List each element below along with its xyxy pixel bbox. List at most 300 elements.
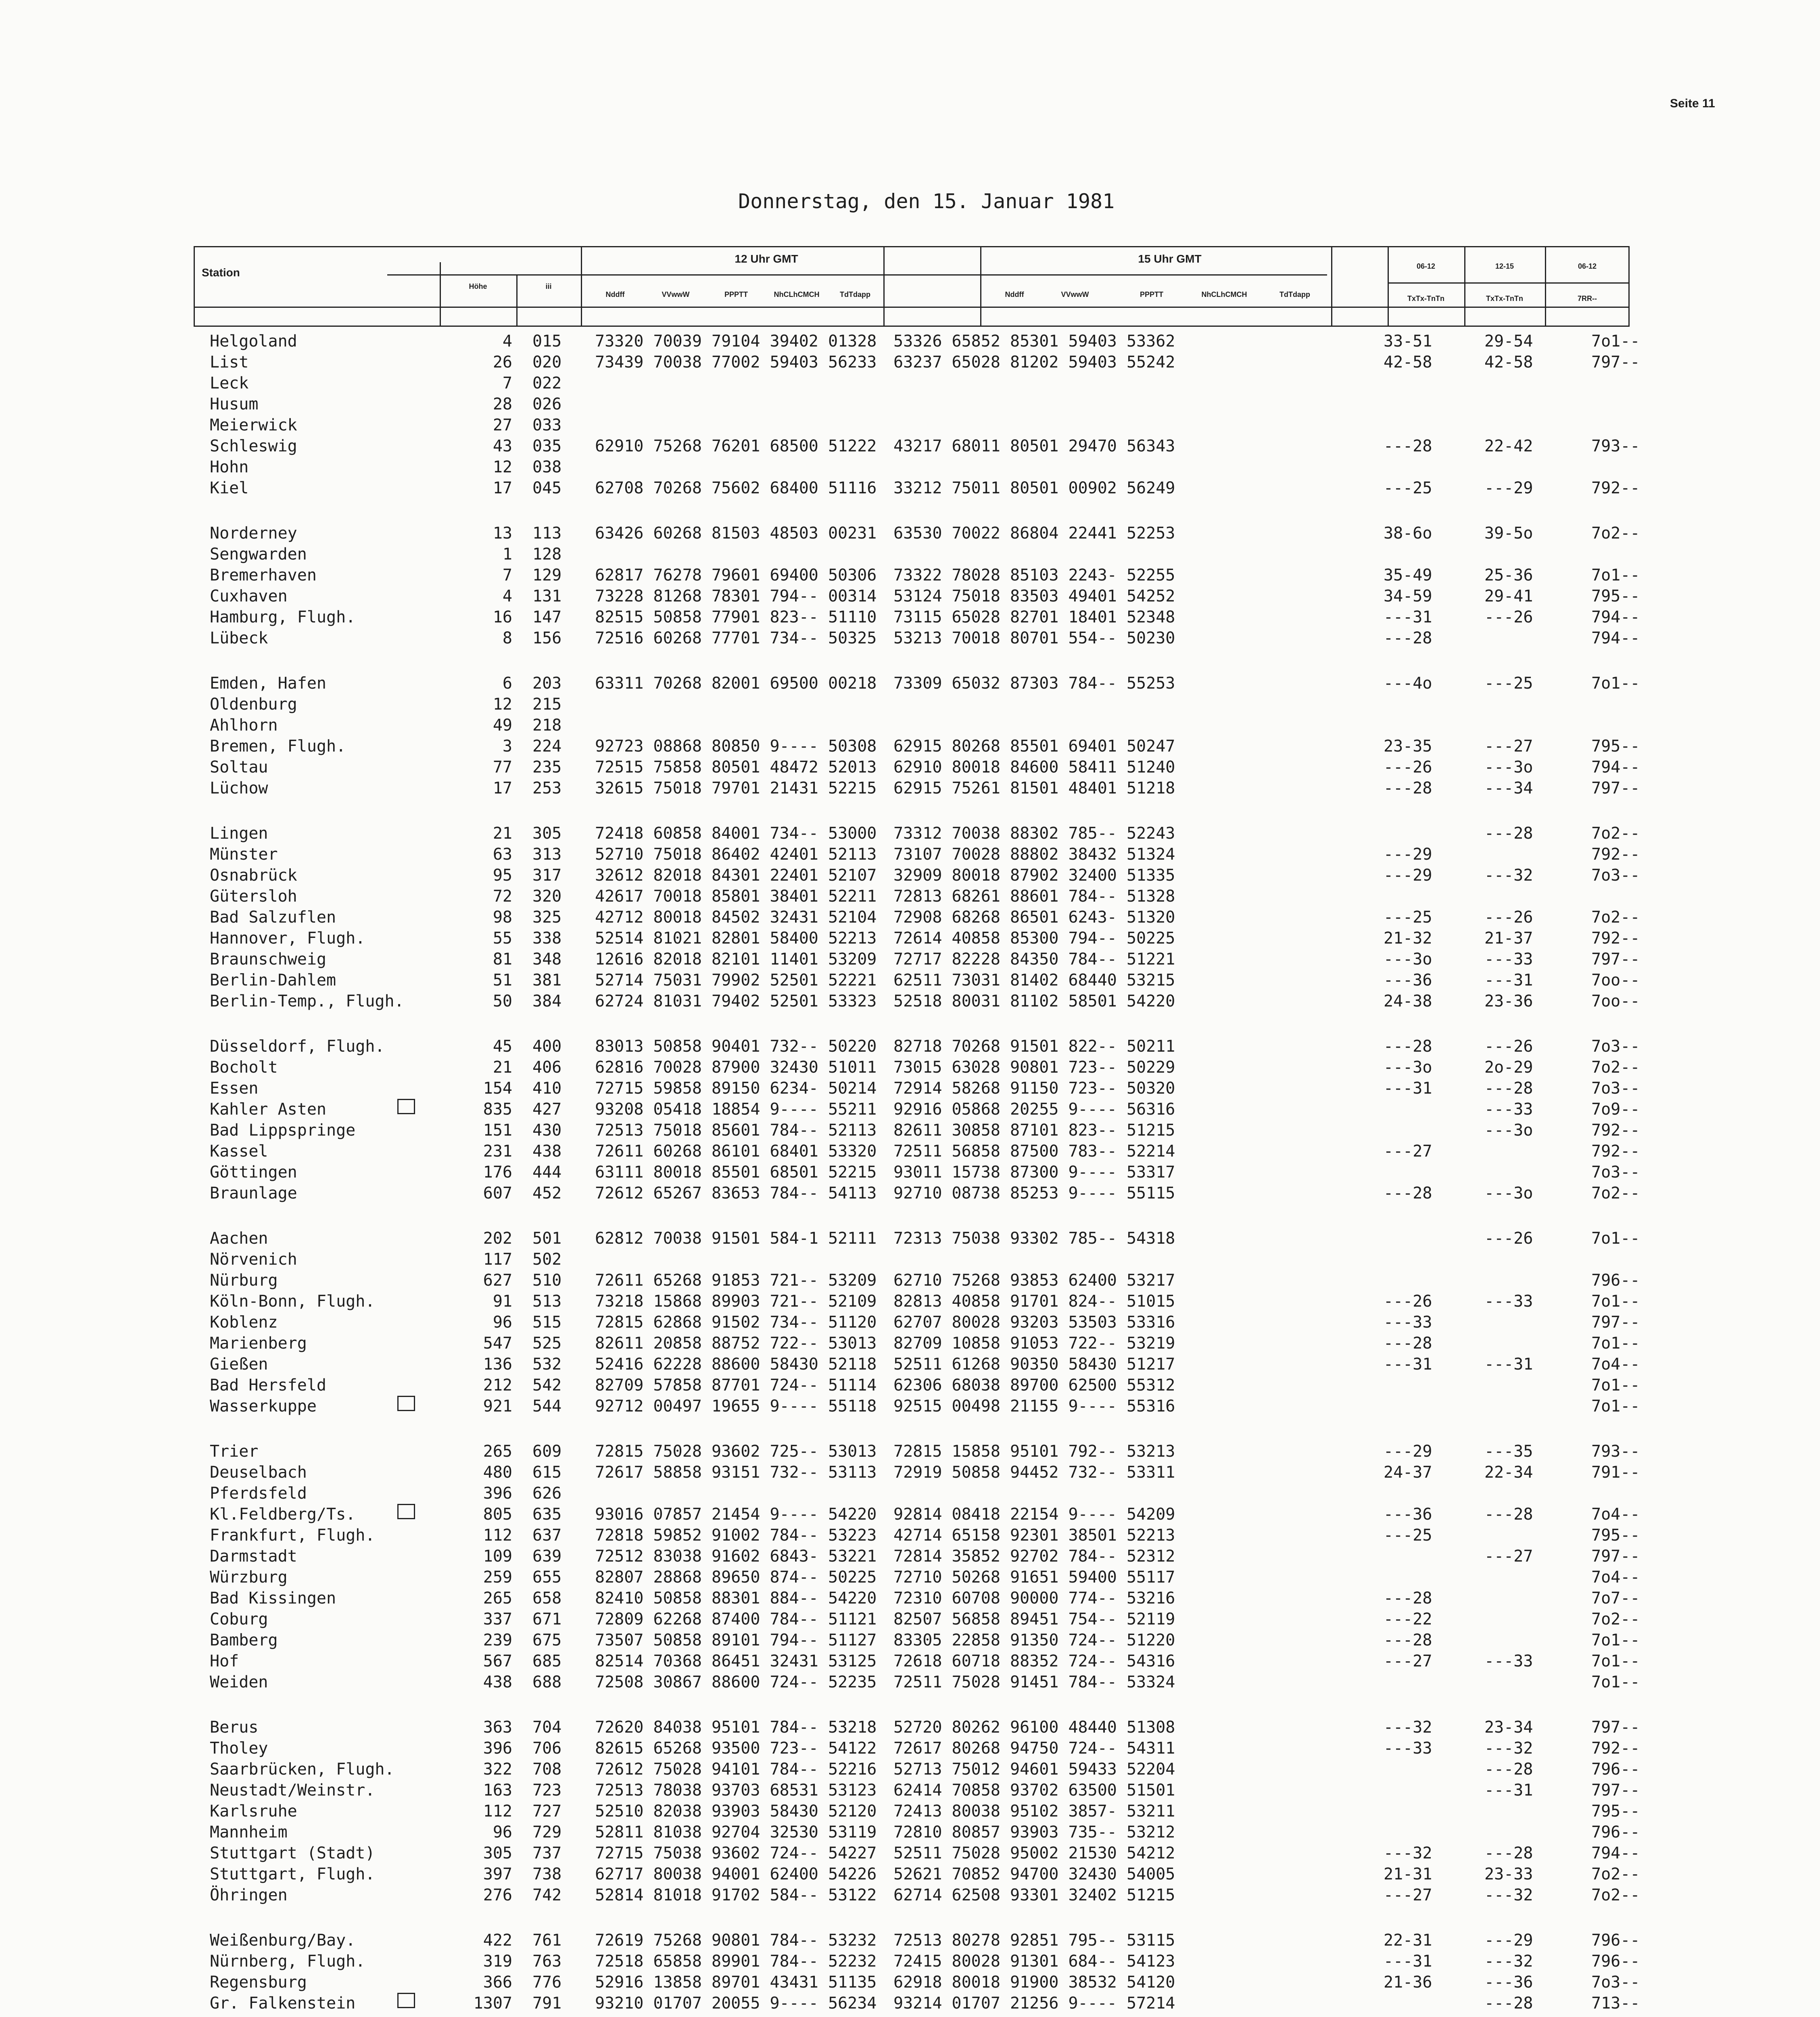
- station-height: 4: [502, 587, 512, 606]
- subheader-15: Nddff: [1005, 290, 1024, 299]
- station-height: 176: [483, 1163, 512, 1182]
- temp-range-06-12: ---29: [1384, 1442, 1432, 1461]
- subheader-15: PPPTT: [1140, 290, 1163, 299]
- obs-12-utc: 52811 81038 92704 32530 53119: [595, 1823, 877, 1842]
- precip-06-12: 7o1--: [1591, 1673, 1640, 1691]
- table-row: [0, 331, 1820, 352]
- temp-range-12-15: ---36: [1484, 1973, 1533, 1992]
- station-height: 363: [483, 1718, 512, 1737]
- station-name: Bad Hersfeld: [210, 1376, 326, 1395]
- obs-12-utc: 82709 57858 87701 724-- 51114: [595, 1376, 877, 1395]
- precip-06-12: 792--: [1591, 1142, 1640, 1161]
- temp-range-06-12: ---4o: [1384, 674, 1432, 693]
- table-row: [0, 565, 1820, 586]
- temp-range-12-15: 21-37: [1484, 929, 1533, 948]
- temp-range-12-15: 23-36: [1484, 992, 1533, 1011]
- header-iii: iii: [545, 282, 552, 290]
- station-height: 366: [483, 1973, 512, 1992]
- table-row: [0, 1099, 1820, 1120]
- station-index: 253: [532, 779, 562, 798]
- station-index: 218: [532, 716, 562, 735]
- precip-06-12: 792--: [1591, 1739, 1640, 1758]
- table-row: [0, 1972, 1820, 1993]
- temp-range-06-12: ---25: [1384, 908, 1432, 927]
- obs-12-utc: 72515 75858 80501 48472 52013: [595, 758, 877, 777]
- station-height: 27: [493, 416, 512, 434]
- table-row: [0, 586, 1820, 607]
- subheader-12: Nddff: [605, 290, 625, 299]
- table-row: [0, 778, 1820, 799]
- station-name: Trier: [210, 1442, 259, 1461]
- obs-12-utc: 93208 05418 18854 9---- 55211: [595, 1100, 877, 1119]
- station-name: Hannover, Flugh.: [210, 929, 365, 948]
- station-name: Gütersloh: [210, 887, 297, 906]
- table-row: [0, 673, 1820, 694]
- station-name: Karlsruhe: [210, 1802, 297, 1821]
- station-index: 381: [532, 971, 562, 990]
- station-height: 16: [493, 608, 512, 626]
- temp-range-12-15: ---3o: [1484, 1121, 1533, 1140]
- station-height: 397: [483, 1865, 512, 1883]
- station-height: 112: [483, 1526, 512, 1545]
- station-height: 72: [493, 887, 512, 906]
- table-row: [0, 991, 1820, 1012]
- station-name: Weißenburg/Bay.: [210, 1931, 356, 1950]
- obs-15-utc: 53326 65852 85301 59403 53362: [893, 332, 1175, 351]
- table-row: [0, 907, 1820, 928]
- table-row: [0, 523, 1820, 544]
- temp-range-06-12: ---27: [1384, 1652, 1432, 1670]
- station-height: 3: [502, 737, 512, 756]
- station-index: 763: [532, 1952, 562, 1971]
- table-row: [0, 607, 1820, 628]
- station-height: 8: [502, 629, 512, 647]
- obs-12-utc: 62910 75268 76201 68500 51222: [595, 437, 877, 455]
- obs-12-utc: 52510 82038 93903 58430 52120: [595, 1802, 877, 1821]
- station-height: 43: [493, 437, 512, 455]
- station-index: 609: [532, 1442, 562, 1461]
- precip-06-12: 796--: [1591, 1823, 1640, 1842]
- table-row: [0, 1249, 1820, 1270]
- station-name: List: [210, 353, 249, 372]
- obs-12-utc: 72818 59852 91002 784-- 53223: [595, 1526, 877, 1545]
- station-name: Norderney: [210, 524, 297, 543]
- station-height: 45: [493, 1037, 512, 1056]
- station-name: Bad Salzuflen: [210, 908, 336, 927]
- station-height: 163: [483, 1781, 512, 1800]
- station-name: Nürnberg, Flugh.: [210, 1952, 365, 1971]
- obs-15-utc: 43217 68011 80501 29470 56343: [893, 437, 1175, 455]
- obs-12-utc: 63311 70268 82001 69500 00218: [595, 674, 877, 693]
- temp-range-06-12: ---31: [1384, 1355, 1432, 1374]
- temp-range-06-12: ---28: [1384, 1631, 1432, 1650]
- station-index: 776: [532, 1973, 562, 1992]
- station-name: Lübeck: [210, 629, 268, 647]
- precip-06-12: 792--: [1591, 1121, 1640, 1140]
- station-height: 231: [483, 1142, 512, 1161]
- temp-range-06-12: ---31: [1384, 1079, 1432, 1098]
- precip-06-12: 7o1--: [1591, 1229, 1640, 1248]
- station-index: 513: [532, 1292, 562, 1311]
- temp-range-12-15: ---27: [1484, 737, 1533, 756]
- station-name: Aachen: [210, 1229, 268, 1248]
- station-name: Oldenburg: [210, 695, 297, 714]
- station-name: Nörvenich: [210, 1250, 297, 1269]
- precip-06-12: 797--: [1591, 1547, 1640, 1566]
- station-index: 320: [532, 887, 562, 906]
- station-index: 305: [532, 824, 562, 843]
- table-row: [0, 1312, 1820, 1333]
- station-name: Emden, Hafen: [210, 674, 326, 693]
- obs-12-utc: 32615 75018 79701 21431 52215: [595, 779, 877, 798]
- table-row: [0, 1354, 1820, 1375]
- precip-06-12: 7o1--: [1591, 1376, 1640, 1395]
- temp-range-12-15: ---3o: [1484, 758, 1533, 777]
- table-row: [0, 352, 1820, 373]
- station-name: Neustadt/Weinstr.: [210, 1781, 375, 1800]
- page-title: Donnerstag, den 15. Januar 1981: [738, 190, 1115, 213]
- temp-range-06-12: 23-35: [1384, 737, 1432, 756]
- table-row: [0, 415, 1820, 436]
- station-height: 28: [493, 395, 512, 413]
- table-row: [0, 1441, 1820, 1462]
- station-height: 921: [483, 1397, 512, 1416]
- obs-12-utc: 52814 81018 91702 584-- 53122: [595, 1886, 877, 1904]
- station-index: 704: [532, 1718, 562, 1737]
- obs-15-utc: 72511 56858 87500 783-- 52214: [893, 1142, 1175, 1161]
- precip-06-12: 797--: [1591, 1313, 1640, 1332]
- obs-15-utc: 72710 50268 91651 59400 55117: [893, 1568, 1175, 1587]
- obs-12-utc: 52916 13858 89701 43431 51135: [595, 1973, 877, 1992]
- obs-12-utc: 72612 75028 94101 784-- 52216: [595, 1760, 877, 1779]
- subheader-12: NhCLhCMCH: [774, 290, 820, 299]
- table-row: [0, 715, 1820, 736]
- page-number: Seite 11: [1670, 97, 1715, 110]
- station-height: 239: [483, 1631, 512, 1650]
- obs-12-utc: 72513 75018 85601 784-- 52113: [595, 1121, 877, 1140]
- station-height: 17: [493, 779, 512, 798]
- station-name: Bremerhaven: [210, 566, 317, 585]
- table-row: [0, 823, 1820, 844]
- precip-06-12: 797--: [1591, 950, 1640, 969]
- subheader-15: TdTdapp: [1279, 290, 1310, 299]
- temp-range-06-12: ---29: [1384, 866, 1432, 885]
- obs-15-utc: 62915 75261 81501 48401 51218: [893, 779, 1175, 798]
- station-height: 81: [493, 950, 512, 969]
- station-name: Hof: [210, 1652, 239, 1670]
- temp-range-12-15: 22-34: [1484, 1463, 1533, 1482]
- obs-12-utc: 72809 62268 87400 784-- 51121: [595, 1610, 877, 1629]
- temp-range-12-15: ---32: [1484, 1739, 1533, 1758]
- temp-range-06-12: 24-38: [1384, 992, 1432, 1011]
- station-name: Frankfurt, Flugh.: [210, 1526, 375, 1545]
- temp-range-06-12: ---33: [1384, 1739, 1432, 1758]
- station-index: 022: [532, 374, 562, 393]
- obs-12-utc: 73228 81268 78301 794-- 00314: [595, 587, 877, 606]
- subheader-15: VVwwW: [1061, 290, 1089, 299]
- temp-range-06-12: 38-6o: [1384, 524, 1432, 543]
- station-name: Bad Lippspringe: [210, 1121, 356, 1140]
- precip-06-12: 7o9--: [1591, 1100, 1640, 1119]
- temp-range-06-12: ---25: [1384, 479, 1432, 497]
- station-name: Köln-Bonn, Flugh.: [210, 1292, 375, 1311]
- obs-12-utc: 73439 70038 77002 59403 56233: [595, 353, 877, 372]
- station-name: Braunlage: [210, 1184, 297, 1203]
- temp-range-06-12: ---28: [1384, 437, 1432, 455]
- obs-12-utc: 62724 81031 79402 52501 53323: [595, 992, 877, 1011]
- temp-range-06-12: 22-31: [1384, 1931, 1432, 1950]
- station-height: 265: [483, 1589, 512, 1608]
- station-height: 21: [493, 824, 512, 843]
- obs-12-utc: 93210 01707 20055 9---- 56234: [595, 1994, 877, 2013]
- obs-15-utc: 63237 65028 81202 59403 55242: [893, 353, 1175, 372]
- station-index: 406: [532, 1058, 562, 1077]
- table-row: [0, 1141, 1820, 1162]
- obs-15-utc: 33212 75011 80501 00902 56249: [893, 479, 1175, 497]
- open-square-icon: [397, 1396, 415, 1411]
- obs-12-utc: 62817 76278 79601 69400 50306: [595, 566, 877, 585]
- station-index: 742: [532, 1886, 562, 1904]
- obs-12-utc: 72715 75038 93602 724-- 54227: [595, 1844, 877, 1862]
- precip-06-12: 7o1--: [1591, 1292, 1640, 1311]
- precip-06-12: 7o1--: [1591, 674, 1640, 693]
- table-row: [0, 949, 1820, 970]
- obs-15-utc: 52511 75028 95002 21530 54212: [893, 1844, 1175, 1862]
- station-height: 835: [483, 1100, 512, 1119]
- obs-12-utc: 62816 70028 87900 32430 51011: [595, 1058, 877, 1077]
- station-height: 337: [483, 1610, 512, 1629]
- station-height: 202: [483, 1229, 512, 1248]
- obs-15-utc: 72908 68268 86501 6243- 51320: [893, 908, 1175, 927]
- obs-15-utc: 62511 73031 81402 68440 53215: [893, 971, 1175, 990]
- obs-15-utc: 72813 68261 88601 784-- 51328: [893, 887, 1175, 906]
- temp-range-12-15: 29-54: [1484, 332, 1533, 351]
- temp-range-12-15: ---34: [1484, 779, 1533, 798]
- temp-range-06-12: 21-36: [1384, 1973, 1432, 1992]
- station-height: 151: [483, 1121, 512, 1140]
- station-height: 51: [493, 971, 512, 990]
- header-06-12: 06-12: [1416, 262, 1436, 270]
- temp-range-12-15: ---32: [1484, 866, 1533, 885]
- table-row: [0, 1930, 1820, 1951]
- station-index: 542: [532, 1376, 562, 1395]
- precip-06-12: 796--: [1591, 1760, 1640, 1779]
- station-index: 501: [532, 1229, 562, 1248]
- station-height: 12: [493, 695, 512, 714]
- precip-06-12: 793--: [1591, 437, 1640, 455]
- temp-range-12-15: 2o-29: [1484, 1058, 1533, 1077]
- obs-15-utc: 72310 60708 90000 774-- 53216: [893, 1589, 1175, 1608]
- precip-06-12: 795--: [1591, 1526, 1640, 1545]
- station-height: 136: [483, 1355, 512, 1374]
- obs-12-utc: 62812 70038 91501 584-1 52111: [595, 1229, 877, 1248]
- station-height: 438: [483, 1673, 512, 1691]
- obs-15-utc: 62915 80268 85501 69401 50247: [893, 737, 1175, 756]
- table-row: [0, 1525, 1820, 1546]
- station-name: Kassel: [210, 1142, 268, 1161]
- station-name: Münster: [210, 845, 278, 864]
- station-name: Weiden: [210, 1673, 268, 1691]
- subheader-12: VVwwW: [662, 290, 690, 299]
- obs-12-utc: 82514 70368 86451 32431 53125: [595, 1652, 877, 1670]
- table-row: [0, 1993, 1820, 2014]
- table-row: [0, 757, 1820, 778]
- obs-12-utc: 72518 65858 89901 784-- 52232: [595, 1952, 877, 1971]
- station-height: 109: [483, 1547, 512, 1566]
- precip-06-12: 797--: [1591, 779, 1640, 798]
- temp-range-06-12: 42-58: [1384, 353, 1432, 372]
- obs-15-utc: 62910 80018 84600 58411 51240: [893, 758, 1175, 777]
- temp-range-12-15: ---28: [1484, 1505, 1533, 1524]
- precip-06-12: 7o1--: [1591, 1652, 1640, 1670]
- temp-range-06-12: 21-31: [1384, 1865, 1432, 1883]
- temp-range-06-12: 35-49: [1384, 566, 1432, 585]
- obs-12-utc: 72611 60268 86101 68401 53320: [595, 1142, 877, 1161]
- table-row: [0, 1822, 1820, 1843]
- obs-12-utc: 72418 60858 84001 734-- 53000: [595, 824, 877, 843]
- station-height: 805: [483, 1505, 512, 1524]
- obs-12-utc: 62708 70268 75602 68400 51116: [595, 479, 877, 497]
- obs-12-utc: 83013 50858 90401 732-- 50220: [595, 1037, 877, 1056]
- station-height: 265: [483, 1442, 512, 1461]
- station-index: 452: [532, 1184, 562, 1203]
- temp-range-12-15: ---29: [1484, 479, 1533, 497]
- precip-06-12: 795--: [1591, 587, 1640, 606]
- obs-15-utc: 52511 61268 90350 58430 51217: [893, 1355, 1175, 1374]
- station-name: Berlin-Dahlem: [210, 971, 336, 990]
- obs-12-utc: 72815 75028 93602 725-- 53013: [595, 1442, 877, 1461]
- precip-06-12: 7o3--: [1591, 1037, 1640, 1056]
- station-height: 396: [483, 1484, 512, 1503]
- obs-15-utc: 72413 80038 95102 3857- 53211: [893, 1802, 1175, 1821]
- station-name: Lingen: [210, 824, 268, 843]
- station-height: 154: [483, 1079, 512, 1098]
- station-height: 1307: [473, 1994, 512, 2013]
- temp-range-06-12: ---26: [1384, 758, 1432, 777]
- temp-range-12-15: ---31: [1484, 971, 1533, 990]
- obs-15-utc: 52713 75012 94601 59433 52204: [893, 1760, 1175, 1779]
- station-index: 685: [532, 1652, 562, 1670]
- temp-range-06-12: ---28: [1384, 629, 1432, 647]
- station-index: 637: [532, 1526, 562, 1545]
- precip-06-12: 7o2--: [1591, 1184, 1640, 1203]
- temp-range-06-12: ---31: [1384, 608, 1432, 626]
- station-index: 131: [532, 587, 562, 606]
- station-name: Ahlhorn: [210, 716, 278, 735]
- station-index: 410: [532, 1079, 562, 1098]
- obs-15-utc: 82507 56858 89451 754-- 52119: [893, 1610, 1175, 1629]
- temp-range-12-15: ---33: [1484, 1100, 1533, 1119]
- table-row: [0, 1951, 1820, 1972]
- station-index: 658: [532, 1589, 562, 1608]
- station-name: Bamberg: [210, 1631, 278, 1650]
- station-index: 738: [532, 1865, 562, 1883]
- obs-12-utc: 93016 07857 21454 9---- 54220: [595, 1505, 877, 1524]
- station-name: Osnabrück: [210, 866, 297, 885]
- obs-15-utc: 62707 80028 93203 53503 53316: [893, 1313, 1175, 1332]
- temp-range-06-12: ---28: [1384, 1589, 1432, 1608]
- station-index: 033: [532, 416, 562, 434]
- temp-range-12-15: 39-5o: [1484, 524, 1533, 543]
- temp-range-06-12: ---28: [1384, 1334, 1432, 1353]
- table-row: [0, 1057, 1820, 1078]
- station-name: Göttingen: [210, 1163, 297, 1182]
- station-height: 567: [483, 1652, 512, 1670]
- station-index: 215: [532, 695, 562, 714]
- temp-range-12-15: ---26: [1484, 1229, 1533, 1248]
- header-station: Station: [202, 266, 240, 279]
- obs-15-utc: 83305 22858 91350 724-- 51220: [893, 1631, 1175, 1650]
- table-row: [0, 886, 1820, 907]
- obs-12-utc: 63426 60268 81503 48503 00231: [595, 524, 877, 543]
- station-height: 4: [502, 332, 512, 351]
- obs-12-utc: 92723 08868 80850 9---- 50308: [595, 737, 877, 756]
- table-row: [0, 394, 1820, 415]
- precip-06-12: 7o1--: [1591, 566, 1640, 585]
- table-row: [0, 1396, 1820, 1417]
- station-name: Tholey: [210, 1739, 268, 1758]
- obs-15-utc: 92916 05868 20255 9---- 56316: [893, 1100, 1175, 1119]
- obs-12-utc: 63111 80018 85501 68501 52215: [595, 1163, 877, 1182]
- obs-15-utc: 62306 68038 89700 62500 55312: [893, 1376, 1175, 1395]
- station-name: Pferdsfeld: [210, 1484, 307, 1503]
- station-index: 639: [532, 1547, 562, 1566]
- station-index: 020: [532, 353, 562, 372]
- table-row: [0, 457, 1820, 478]
- subheader-15: NhCLhCMCH: [1201, 290, 1247, 299]
- temp-range-12-15: 23-33: [1484, 1865, 1533, 1883]
- obs-12-utc: 32612 82018 84301 22401 52107: [595, 866, 877, 885]
- temp-range-06-12: 21-32: [1384, 929, 1432, 948]
- precip-06-12: 7o2--: [1591, 524, 1640, 543]
- temp-range-06-12: ---28: [1384, 1037, 1432, 1056]
- station-index: 235: [532, 758, 562, 777]
- obs-12-utc: 92712 00497 19655 9---- 55118: [595, 1397, 877, 1416]
- table-row: [0, 1672, 1820, 1693]
- obs-15-utc: 72814 35852 92702 784-- 52312: [893, 1547, 1175, 1566]
- station-height: 21: [493, 1058, 512, 1077]
- precip-06-12: 7o2--: [1591, 1058, 1640, 1077]
- obs-12-utc: 82515 50858 77901 823-- 51110: [595, 608, 877, 626]
- station-height: 547: [483, 1334, 512, 1353]
- station-name: Helgoland: [210, 332, 297, 351]
- obs-12-utc: 82611 20858 88752 722-- 53013: [595, 1334, 877, 1353]
- temp-range-06-12: ---32: [1384, 1718, 1432, 1737]
- station-name: Düsseldorf, Flugh.: [210, 1037, 385, 1056]
- station-index: 626: [532, 1484, 562, 1503]
- obs-12-utc: 72611 65268 91853 721-- 53209: [595, 1271, 877, 1290]
- subheader-12: PPPTT: [724, 290, 748, 299]
- station-name: Berus: [210, 1718, 259, 1737]
- obs-12-utc: 52710 75018 86402 42401 52113: [595, 845, 877, 864]
- precip-06-12: 797--: [1591, 1718, 1640, 1737]
- obs-12-utc: 73320 70039 79104 39402 01328: [595, 332, 877, 351]
- obs-12-utc: 82615 65268 93500 723-- 54122: [595, 1739, 877, 1758]
- station-height: 305: [483, 1844, 512, 1862]
- station-name: Gr. Falkenstein: [210, 1994, 356, 2013]
- header-hoehe: Höhe: [469, 282, 487, 290]
- station-height: 63: [493, 845, 512, 864]
- temp-range-06-12: ---33: [1384, 1313, 1432, 1332]
- table-row: [0, 1162, 1820, 1183]
- obs-12-utc: 52514 81021 82801 58400 52213: [595, 929, 877, 948]
- station-name: Mannheim: [210, 1823, 288, 1842]
- station-name: Schleswig: [210, 437, 297, 455]
- obs-12-utc: 72513 78038 93703 68531 53123: [595, 1781, 877, 1800]
- table-row: [0, 1651, 1820, 1672]
- station-name: Marienberg: [210, 1334, 307, 1353]
- table-row: [0, 1738, 1820, 1759]
